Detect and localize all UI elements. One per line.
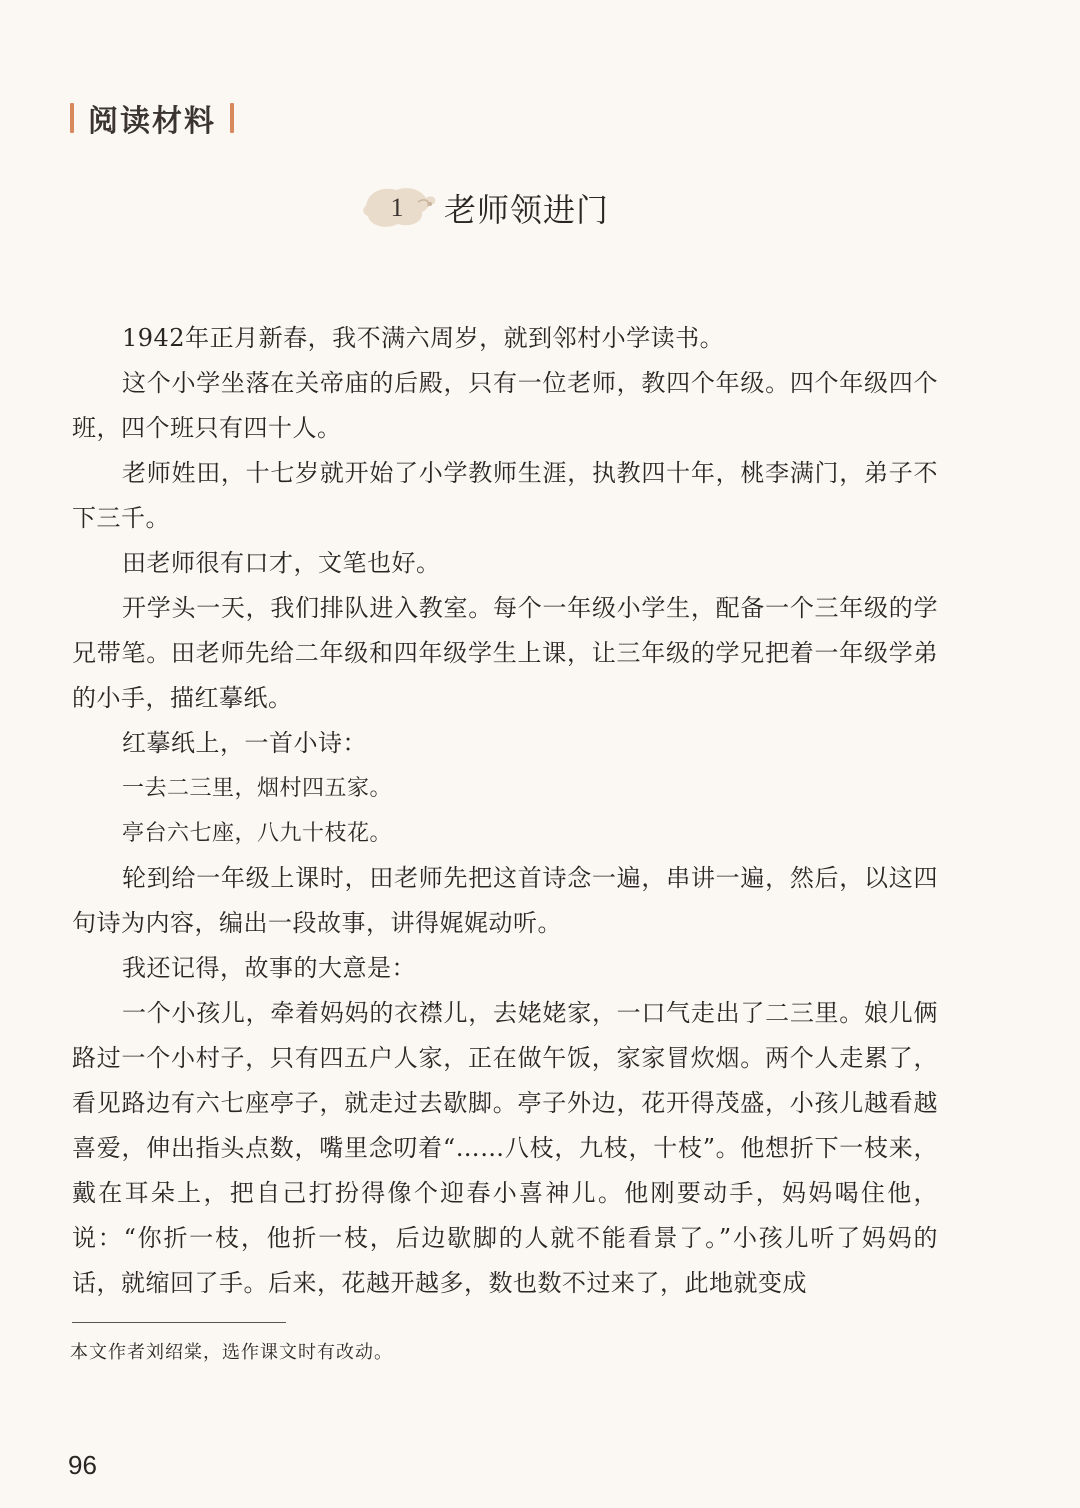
section-title: 阅读材料 bbox=[88, 104, 216, 139]
paragraph: 我还记得，故事的大意是： bbox=[122, 954, 416, 982]
lesson-title: 老师领进门 bbox=[444, 191, 610, 229]
footnote-divider bbox=[72, 1322, 286, 1323]
article-body bbox=[72, 316, 938, 1306]
paragraph: 一个小孩儿，牵着妈妈的衣襟儿，去姥姥家，一口气走出了二三里。娘儿俩路过一个小村子，只有四五户人家，正在做午饭，家家冒炊烟。两个人走累了，看见路边有六七座亭子，就走过去歇脚。亭子外边，花开得茂盛，小孩儿越看越喜爱，伸出指头点数，嘴里念叨着“……八枝，九枝，十枝”。他想折下一枝来，戴在耳朵上，把自己打扮得像个迎春小喜神儿。他刚要动手，妈妈喝住他，说：“你折一枝，他折一枝，后边歇脚的人就不能看景了。”小孩儿听了妈妈的话，就缩回了手。后来，花越开越多，数也数不过来了，此地就变成 bbox=[72, 999, 938, 1297]
paragraph: 红摹纸上，一首小诗： bbox=[122, 729, 367, 757]
paragraph: 田老师很有口才，文笔也好。 bbox=[122, 549, 441, 577]
paragraph: 1942年正月新春，我不满六周岁，就到邻村小学读书。 bbox=[122, 324, 725, 352]
footnote: 本文作者刘绍棠，选作课文时有改动。 bbox=[70, 1342, 393, 1363]
paragraph: 开学头一天，我们排队进入教室。每个一年级小学生，配备一个三年级的学兄带笔。田老师先给二年级和四年级学生上课，让三年级的学兄把着一年级学弟的小手，描红摹纸。 bbox=[72, 594, 938, 712]
lesson-number: 1 bbox=[390, 193, 404, 222]
lesson-number-badge bbox=[362, 182, 440, 234]
poem-line: 一去二三里，烟村四五家。 bbox=[122, 776, 393, 801]
poem-line: 亭台六七座，八九十枝花。 bbox=[122, 821, 393, 846]
section-header bbox=[70, 98, 234, 138]
paragraph: 这个小学坐落在关帝庙的后殿，只有一位老师，教四个年级。四个年级四个班，四个班只有四十人。 bbox=[72, 369, 938, 442]
paragraph: 轮到给一年级上课时，田老师先把这首诗念一遍，串讲一遍，然后，以这四句诗为内容，编出一段故事，讲得娓娓动听。 bbox=[72, 864, 938, 937]
section-bar-left bbox=[70, 103, 74, 133]
page-number: 96 bbox=[68, 1450, 97, 1480]
lesson-header bbox=[362, 178, 609, 238]
paragraph: 老师姓田，十七岁就开始了小学教师生涯，执教四十年，桃李满门，弟子不下三千。 bbox=[72, 459, 938, 532]
section-bar-right bbox=[230, 103, 234, 133]
